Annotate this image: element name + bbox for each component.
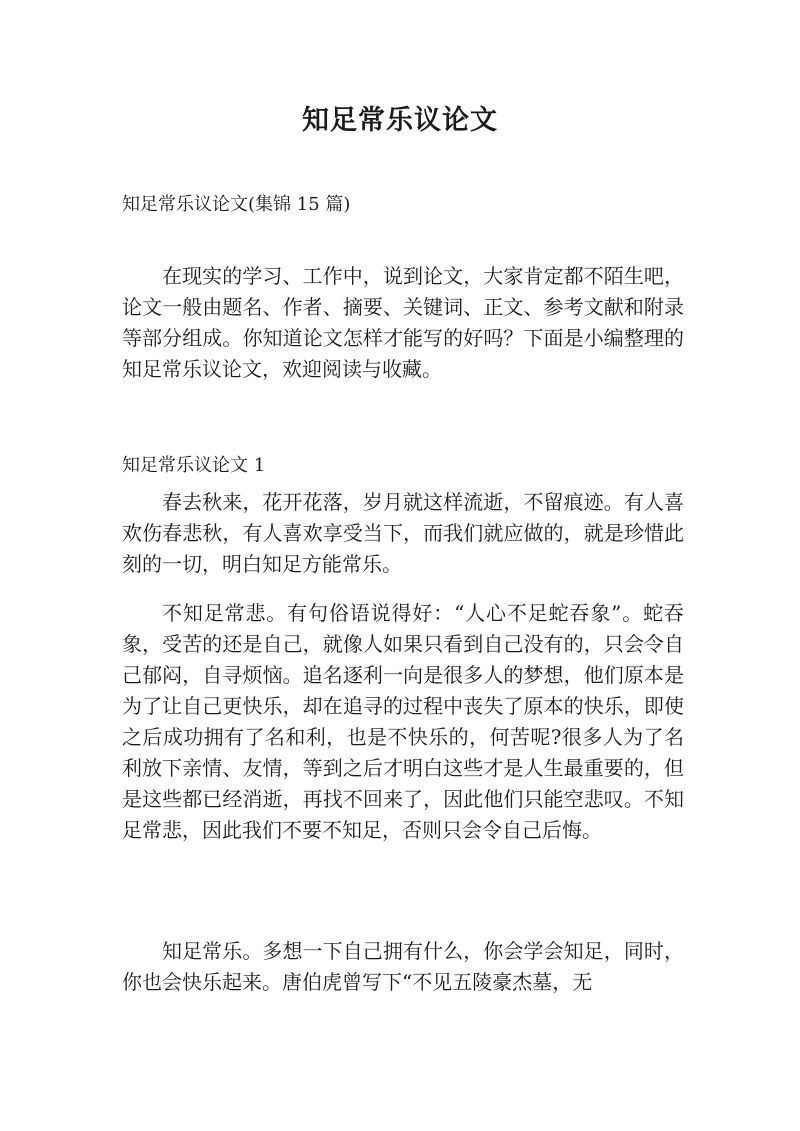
body-paragraph-1: 春去秋来，花开花落，岁月就这样流逝，不留痕迹。有人喜欢伤春悲秋，有人喜欢享受当下，而我们就应做的，就是珍惜此刻的一切，明白知足方能常乐。	[122, 490, 684, 576]
body-paragraph-3: 知足常乐。多想一下自己拥有什么，你会学会知足，同时，你也会快乐起来。唐伯虎曾写下“不见五陵豪杰墓，无	[122, 939, 684, 994]
body-paragraph-2: 不知足常悲。有句俗语说得好：“人心不足蛇吞象”。蛇吞象，受苦的还是自己，就像人如果只看到自己没有的，只会令自己郁闷，自寻烦恼。追名逐利一向是很多人的梦想，他们原本是为了让自己更快乐，却在追寻的过程中丧失了原本的快乐，即使之后成功拥有了名和利，也是不快乐的，何苦呢?很多人为了名利放下亲情、友情，等到之后才明白这些才是人生最重要的，但是这些都已经消逝，再找不回来了，因此他们只能空悲叹。不知足常悲，因此我们不要不知足，否则只会令自己后悔。	[122, 601, 684, 842]
section-heading: 知足常乐议论文 1	[122, 455, 266, 476]
document-subtitle: 知足常乐议论文(集锦 15 篇)	[122, 194, 351, 215]
intro-paragraph: 在现实的学习、工作中，说到论文，大家肯定都不陌生吧，论文一般由题名、作者、摘要、关键词、正文、参考文献和附录等部分组成。你知道论文怎样才能写的好吗？下面是小编整理的知足常乐议论文，欢迎阅读与收藏。	[122, 264, 684, 381]
document-title: 知足常乐议论文	[302, 105, 498, 136]
